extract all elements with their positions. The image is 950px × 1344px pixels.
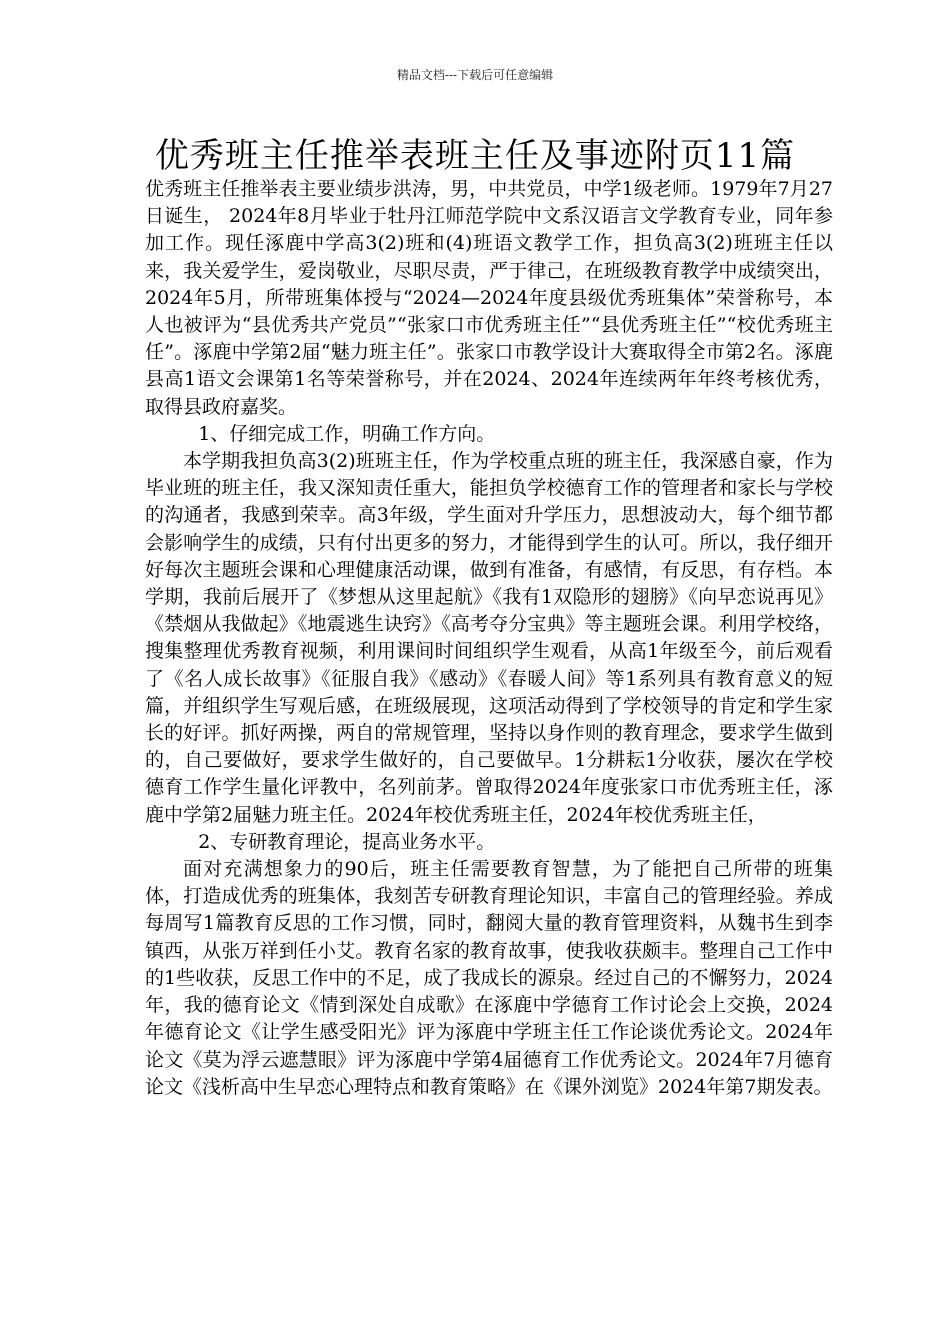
header-note: 精品文档---下载后可任意编辑 xyxy=(396,68,554,82)
section-heading-2: 2、专研教育理论，提高业务水平。 xyxy=(198,830,496,853)
document-body xyxy=(145,176,833,1101)
section-heading-1: 1、仔细完成工作，明确工作方向。 xyxy=(198,422,496,445)
section-paragraph-1: 本学期我担负高3(2)班班主任，作为学校重点班的班主任，我深感自豪，作为毕业班的班主任，我又深知责任重大，能担负学校德育工作的管理者和家长与学校的沟通者，我感到荣幸。高3年级，学生面对升学压力，思想波动大，每个细节都会影响学生的成绩，只有付出更多的努力，才能得到学生的认可。所以，我仔细开好每次主题班会课和心理健康活动课，做到有准备，有感情，有反思，有存档。本学期，我前后展开了《梦想从这里起航》《我有1双隐形的翅膀》《向早恋说再见》《禁烟从我做起》《地震逃生诀窍》《高考夺分宝典》等主题班会课。利用学校络，搜集整理优秀教育视频，利用课间时间组织学生观看，从高1年级至今，前后观看了《名人成长故事》《征服自我》《感动》《春暖人间》等1系列具有教育意义的短篇，并组织学生写观后感，在班级展现，这项活动得到了学校领导的肯定和学生家长的好评。抓好两操，两自的常规管理，坚持以身作则的教育理念，要求学生做到的，自己要做好，要求学生做好的，自己要做早。1分耕耘1分收获，屡次在学校德育工作学生量化评教中，名列前茅。曾取得2024年度张家口市优秀班主任，涿鹿中学第2届魅力班主任。2024年校优秀班主任，2024年校优秀班主任， xyxy=(145,450,833,826)
page-title: 优秀班主任推举表班主任及事迹附页11篇 xyxy=(154,136,796,176)
intro-paragraph: 优秀班主任推举表主要业绩步洪涛，男，中共党员，中学1级老师。1979年7月27日诞生， 2024年8月毕业于牡丹江师范学院中文系汉语言文学教育专业，同年参加工作。现任涿鹿中学高3(2)班和(4)班语文教学工作，担负高3(2)班班主任以来，我关爱学生，爱岗敬业，尽职尽责，严于律己，在班级教育教学中成绩突出，2024年5月，所带班集体授与“2024—2024年度县级优秀班集体”荣誉称号，本人也被评为“县优秀共产党员”“张家口市优秀班主任”“县优秀班主任”“校优秀班主任”。涿鹿中学第2届“魅力班主任”。张家口市教学设计大赛取得全市第2名。涿鹿县高1语文会课第1名等荣誉称号，并在2024、2024年连续两年年终考核优秀，取得县政府嘉奖。 xyxy=(145,178,833,418)
section-paragraph-2: 面对充满想象力的90后，班主任需要教育智慧，为了能把自己所带的班集体，打造成优秀的班集体，我刻苦专研教育理论知识，丰富自己的管理经验。养成每周写1篇教育反思的工作习惯，同时，翻阅大量的教育管理资料，从魏书生到李镇西，从张万祥到任小艾。教育名家的教育故事，使我收获颇丰。整理自己工作中的1些收获，反思工作中的不足，成了我成长的源泉。经过自己的不懈努力，2024年，我的德育论文《情到深处自成歌》在涿鹿中学德育工作讨论会上交换，2024年德育论文《让学生感受阳光》评为涿鹿中学班主任工作论谈优秀论文。2024年论文《莫为浮云遮慧眼》评为涿鹿中学第4届德育工作优秀论文。2024年7月德育论文《浅析高中生早恋心理特点和教育策略》在《课外浏览》2024年第7期发表。 xyxy=(145,858,833,1098)
